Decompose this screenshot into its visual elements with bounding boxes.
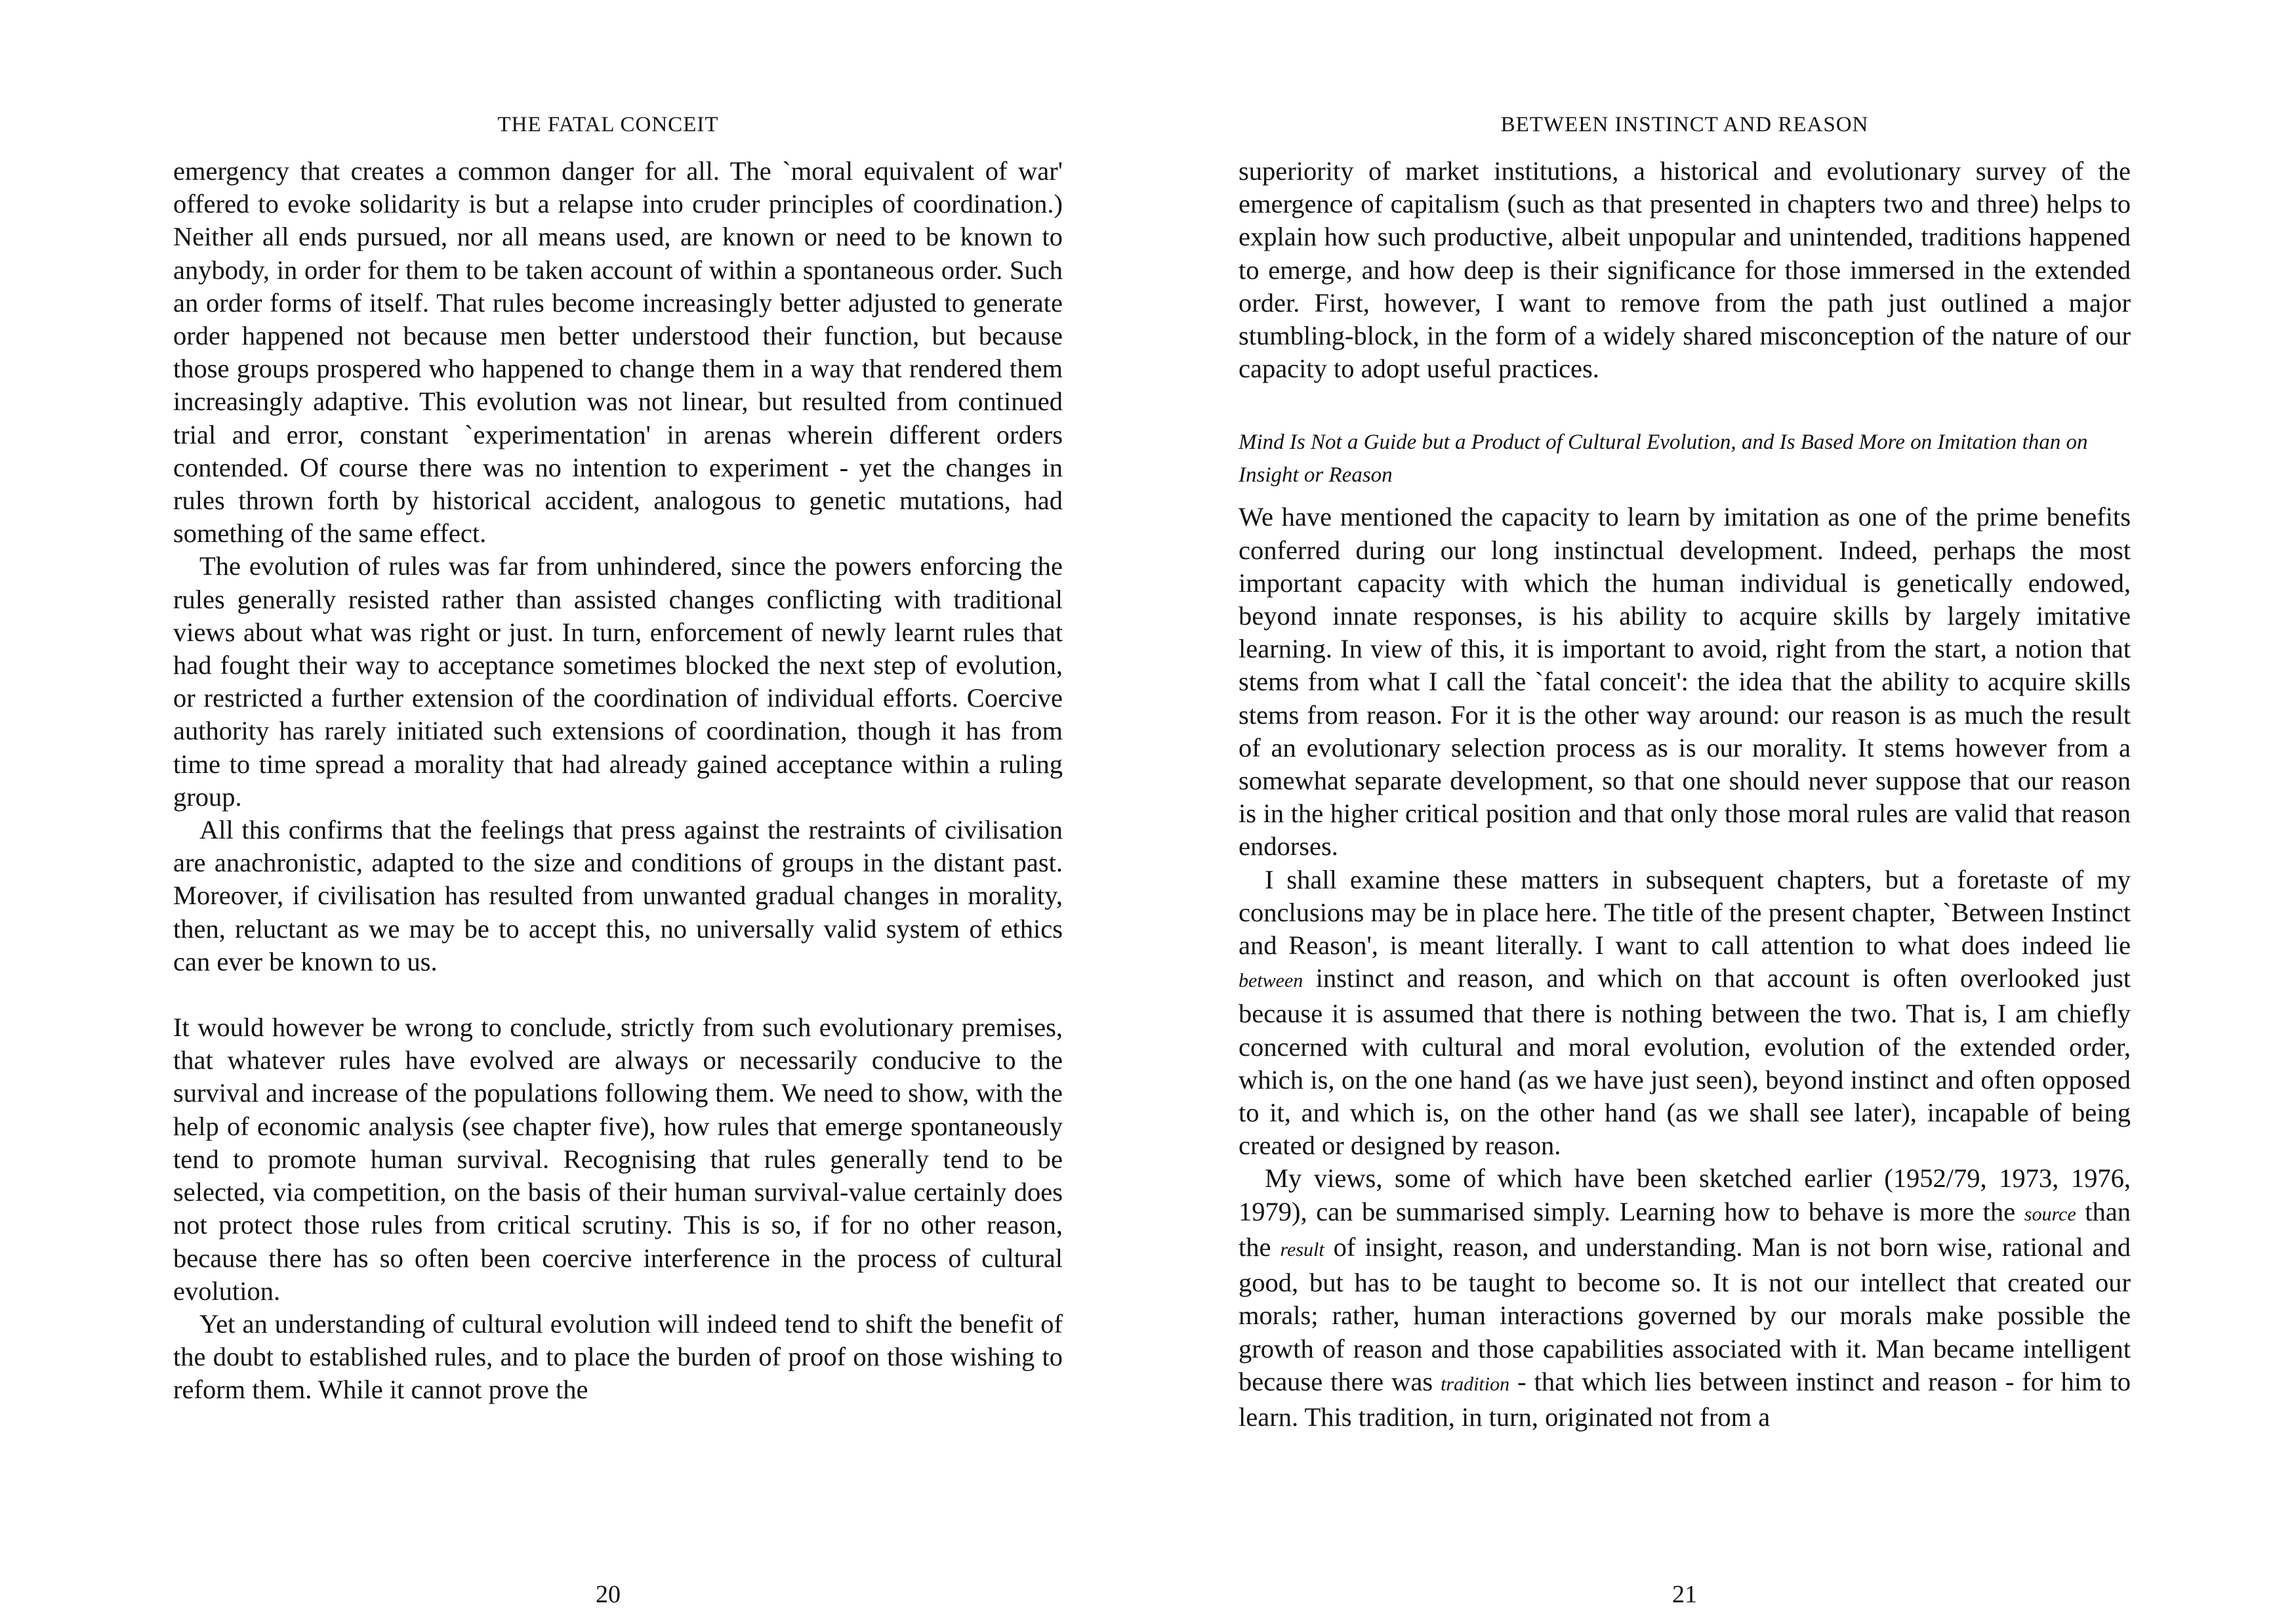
emphasis: tradition <box>1441 1373 1510 1395</box>
left-page <box>173 0 1063 1624</box>
paragraph <box>1239 864 2131 1163</box>
page-body <box>173 155 1063 1407</box>
paragraph: superiority of market institutions, a historical and evolutionary survey of the emergence of capitalism (such as that presented in chapters two and three) helps to explain how such productive, albeit unpopular and unintended, traditions happened to emerge, and how deep is their significance for those immersed in the extended order. First, however, I want to remove from the path just outlined a major stumbling-block, in the form of a widely shared misconception of the nature of our capacity to adopt useful practices. <box>1239 156 2131 384</box>
running-head: BETWEEN INSTINCT AND REASON <box>1500 113 1869 136</box>
text-span: instinct and reason, and which on that account is often overlooked just because it is assumed that there is nothing between the two. That is, I am chiefly concerned with cultural and moral evolution, evolution of the extended order, which is, on the one hand (as we have just seen), beyond instinct and often opposed to it, and which is, on the other hand (as we shall see later), incapable of being created or designed by reason. <box>1239 963 2131 1161</box>
emphasis: result <box>1280 1238 1324 1260</box>
page-number: 20 <box>596 1581 621 1608</box>
running-head: THE FATAL CONCEIT <box>497 113 719 136</box>
right-page <box>1239 0 2131 1624</box>
text-span: My views, some of which have been sketched earlier (1952/79, 1973, 1976, 1979), can be summarised simply. Learning how to behave is more the <box>1239 1163 2131 1226</box>
paragraph: emergency that creates a common danger for all. The `moral equivalent of war' offered to evoke solidarity is but a relapse into cruder principles of coordination.) Neither all ends pursued, nor all means used, are known or need to be known to anybody, in order for them to be taken account of within a spontaneous order. Such an order forms of itself. That rules become increasingly better adjusted to generate order happened not because men better understood their function, but because those groups prospered who happened to change them in a way that rendered them increasingly adaptive. This evolution was not linear, but resulted from continued trial and error, constant `experimentation' in arenas wherein different orders contended. Of course there was no intention to experiment - yet the changes in rules thrown forth by historical accident, analogous to genetic mutations, had something of the same effect. <box>173 156 1063 549</box>
page-number: 21 <box>1672 1581 1697 1608</box>
paragraph: The evolution of rules was far from unhindered, since the powers enforcing the rules generally resisted rather than assisted changes conflicting with traditional views about what was right or just. In turn, enforcement of newly learnt rules that had fought their way to acceptance sometimes blocked the next step of evolution, or restricted a further extension of the coordination of individual efforts. Coercive authority has rarely initiated such extensions of coordination, though it has from time to time spread a morality that had already gained acceptance within a ruling group. <box>173 551 1063 812</box>
paragraph: All this confirms that the feelings that press against the restraints of civilisation are anachronistic, adapted to the size and conditions of groups in the distant past. Moreover, if civilisation has resulted from unwanted gradual changes in morality, then, reluctant as we may be to accept this, no universally valid system of ethics can ever be known to us. <box>173 815 1063 976</box>
text-span: I shall examine these matters in subsequent chapters, but a foretaste of my conclusions may be in place here. The title of the present chapter, `Between Instinct and Reason', is meant literally. I want to call attention to what does indeed lie <box>1239 864 2131 961</box>
text-span: than the <box>1239 1196 2131 1262</box>
text-span: of insight, reason, and understanding. Man is not born wise, rational and good, but has to be taught to become so. It is not our intellect that created our morals; rather, human interactions governed by our morals make possible the growth of reason and those capabilities associated with it. Man became intelligent because there was <box>1239 1232 2131 1396</box>
emphasis: between <box>1239 970 1303 992</box>
paragraph: We have mentioned the capacity to learn by imitation as one of the prime benefits conferred during our long instinctual development. Indeed, perhaps the most important capacity with which the human individual is genetically endowed, beyond innate responses, is his ability to acquire skills by largely imitative learning. In view of this, it is important to avoid, right from the start, a notion that stems from what I call the `fatal conceit': the idea that the ability to acquire skills stems from reason. For it is the other way around: our reason is as much the result of an evolutionary selection process as is our morality. It stems however from a somewhat separate development, so that one should never suppose that our reason is in the higher critical position and that only those moral rules are valid that reason endorses. <box>1239 502 2131 862</box>
paragraph: Yet an understanding of cultural evolution will indeed tend to shift the benefit of the doubt to established rules, and to place the burden of proof on those wishing to reform them. While it cannot prove the <box>173 1308 1063 1405</box>
paragraph <box>1239 1162 2131 1434</box>
section-heading: Mind Is Not a Guide but a Product of Cultural Evolution, and Is Based More on Imitation than on Insight or Reason <box>1239 430 2088 488</box>
text-span: - that which lies between instinct and reason - for him to learn. This tradition, in turn, originated not from a <box>1239 1366 2131 1432</box>
emphasis: source <box>2024 1203 2076 1225</box>
paragraph: It would however be wrong to conclude, strictly from such evolutionary premises, that whatever rules have evolved are always or necessarily conducive to the survival and increase of the populations following them. We need to show, with the help of economic analysis (see chapter five), how rules that emerge spontaneously tend to promote human survival. Recognising that rules generally tend to be selected, via competition, on the basis of their human survival-value certainly does not protect those rules from critical scrutiny. This is so, if for no other reason, because there has so often been coercive interference in the process of cultural evolution. <box>173 1012 1063 1306</box>
page-body <box>1239 155 2131 1434</box>
